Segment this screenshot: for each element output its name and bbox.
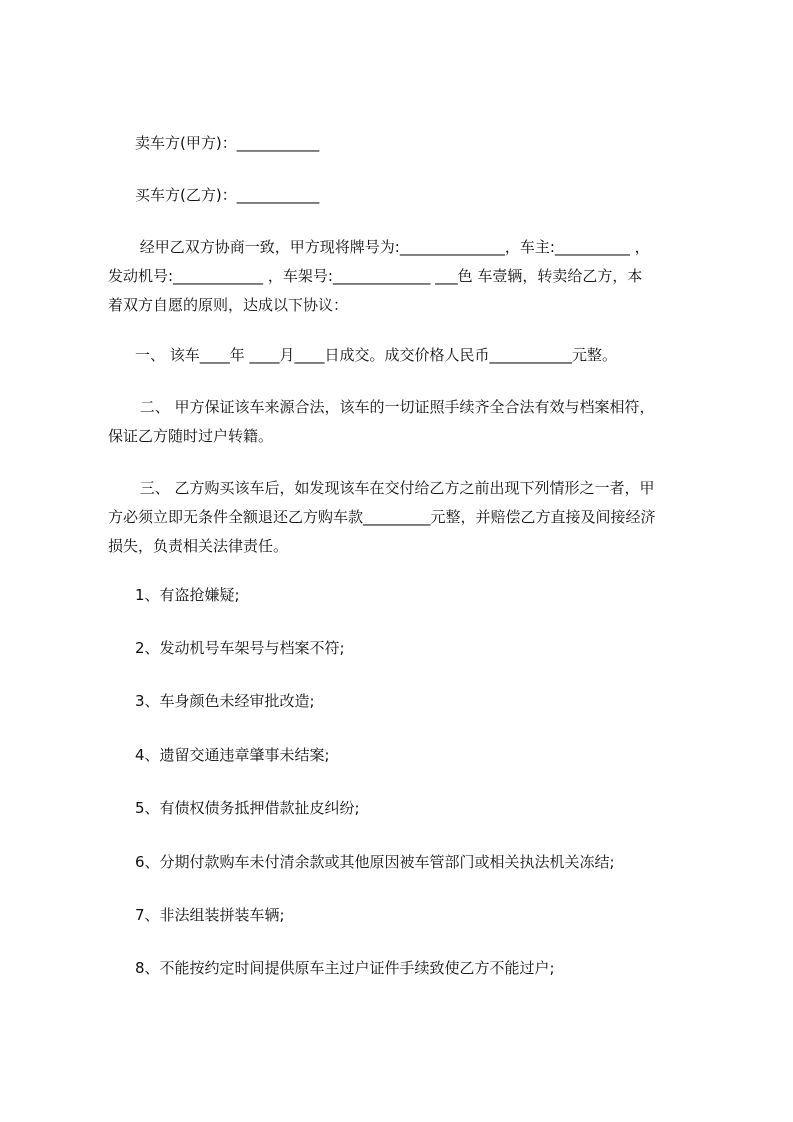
list-item-4: 4、遗留交通违章肇事未结案; xyxy=(135,746,330,764)
article-1: 一、 该车____年 ____月____日成交。成交价格人民币___________元整。 xyxy=(135,346,618,364)
list-item-2: 2、发动机号车架号与档案不符; xyxy=(135,639,345,657)
article-3-line-1: 三、 乙方购买该车后，如发现该车在交付给乙方之前出现下列情形之一者，甲 xyxy=(135,479,655,497)
list-item-5: 5、有债权债务抵押借款扯皮纠纷; xyxy=(135,799,360,817)
intro-line-3: 着双方自愿的原则，达成以下协议： xyxy=(108,296,349,314)
list-item-3: 3、车身颜色未经审批改造; xyxy=(135,692,315,710)
list-item-7: 7、非法组装拼装车辆; xyxy=(135,906,285,924)
list-item-1: 1、有盗抢嫌疑; xyxy=(135,586,240,604)
seller-line: 卖车方(甲方)：___________ xyxy=(135,134,320,152)
intro-line-2: 发动机号:____________ ，车架号:_____________ ___色 车壹辆，转卖给乙方，本 xyxy=(108,267,643,285)
article-3-line-2: 方必须立即无条件全额退还乙方购车款_________元整，并赔偿乙方直接及间接经济 xyxy=(108,508,656,526)
list-item-6: 6、分期付款购车未付清余款或其他原因被车管部门或相关执法机关冻结; xyxy=(135,853,615,871)
article-2-line-1: 二、 甲方保证该车来源合法，该车的一切证照手续齐全合法有效与档案相符， xyxy=(135,398,655,416)
article-3-line-3: 损失，负责相关法律责任。 xyxy=(108,537,289,555)
list-item-8: 8、不能按约定时间提供原车主过户证件手续致使乙方不能过户; xyxy=(135,959,555,977)
buyer-line: 买车方(乙方)：___________ xyxy=(135,186,320,204)
intro-line-1: 经甲乙双方协商一致，甲方现将牌号为:______________，车主:__________ ， xyxy=(135,238,650,256)
article-2-line-2: 保证乙方随时过户转籍。 xyxy=(108,427,274,445)
